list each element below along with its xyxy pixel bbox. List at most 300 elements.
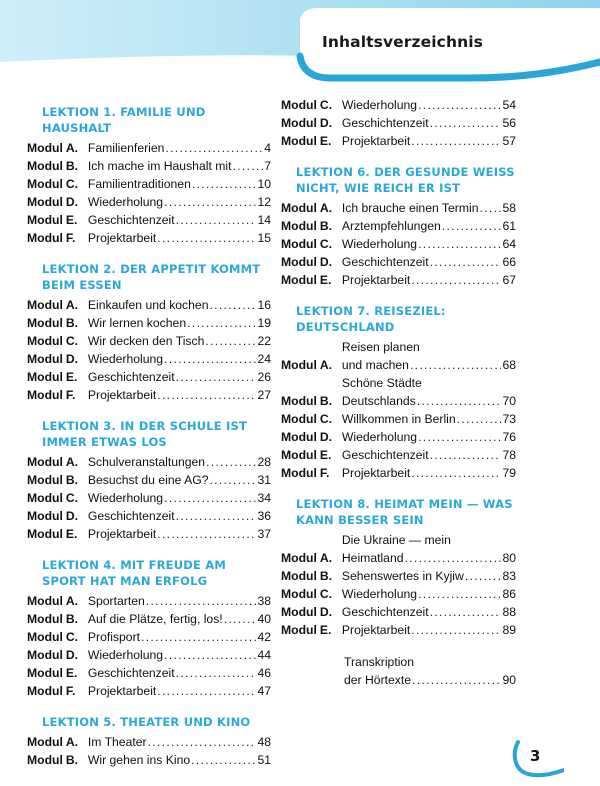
modul-letter: A. xyxy=(319,358,333,372)
entry-page-number: 36 xyxy=(257,509,271,523)
toc-entry[interactable] xyxy=(27,507,271,525)
modul-letter: A. xyxy=(319,551,333,565)
dot-leader xyxy=(187,314,256,332)
entry-last-line xyxy=(342,356,516,374)
dot-leader xyxy=(411,271,501,289)
toc-entry[interactable] xyxy=(27,314,271,332)
entry-text xyxy=(342,621,516,639)
dot-leader xyxy=(411,132,501,150)
toc-entry[interactable] xyxy=(281,428,516,446)
entry-text xyxy=(88,211,271,229)
modul-letter: C. xyxy=(319,412,333,426)
entry-text xyxy=(342,567,516,585)
modul-letter: C. xyxy=(319,237,333,251)
entry-text-line: Geschichtenzeit xyxy=(341,448,429,462)
dot-leader xyxy=(210,296,257,314)
modul-label: Modul xyxy=(281,466,317,480)
lesson-title: LEKTION 4. MIT FREUDE AM SPORT HAT MAN ERFOLG xyxy=(42,558,227,588)
toc-entry[interactable] xyxy=(281,621,516,639)
entry-text-line: Projektarbeit xyxy=(87,231,157,245)
toc-entry[interactable] xyxy=(27,175,271,193)
modul-letter: B. xyxy=(65,316,79,330)
toc-entry[interactable] xyxy=(281,235,516,253)
modul-label: Modul xyxy=(281,605,317,619)
entry-text xyxy=(342,374,516,410)
dot-leader xyxy=(411,464,501,482)
entry-text-line: und machen xyxy=(341,358,409,372)
entry-last-line xyxy=(342,114,516,132)
entry-last-line xyxy=(342,464,516,482)
entry-text-line: Schöne Städte xyxy=(341,376,422,390)
entry-last-line xyxy=(342,253,516,271)
entry-text-line: Transkription xyxy=(344,655,414,669)
modul-letter: E. xyxy=(319,448,332,462)
entry-last-line xyxy=(342,428,516,446)
lesson-section xyxy=(27,96,271,247)
dot-leader xyxy=(191,751,256,769)
toc-entry[interactable] xyxy=(281,531,516,567)
toc-column-right xyxy=(281,96,516,689)
dot-leader xyxy=(411,621,501,639)
entry-last-line xyxy=(88,471,271,489)
entry-last-line xyxy=(88,664,271,682)
header-banner xyxy=(0,0,600,84)
entry-text xyxy=(342,603,516,621)
entry-text xyxy=(88,453,271,471)
toc-entry[interactable] xyxy=(281,114,516,132)
modul-label: Modul xyxy=(281,551,317,565)
entry-page-number: 46 xyxy=(257,666,271,680)
entry-text-line: Arztempfehlungen xyxy=(341,219,441,233)
entry-last-line xyxy=(88,229,271,247)
toc-entry[interactable] xyxy=(27,610,271,628)
entry-text-line: Projektarbeit xyxy=(87,527,157,541)
entry-last-line xyxy=(88,610,271,628)
entry-text-line: Wir gehen ins Kino xyxy=(87,753,191,767)
dot-leader xyxy=(430,603,502,621)
entry-text xyxy=(342,114,516,132)
entry-page-number: 42 xyxy=(257,630,271,644)
dot-leader xyxy=(418,235,501,253)
toc-entry[interactable] xyxy=(27,211,271,229)
toc-entry[interactable] xyxy=(281,603,516,621)
modul-label: Modul xyxy=(27,473,63,487)
modul-label: Modul xyxy=(27,370,63,384)
toc-entry[interactable] xyxy=(27,664,271,682)
entry-text-line: Reisen planen xyxy=(341,340,420,354)
modul-label: Modul xyxy=(27,231,63,245)
entry-text xyxy=(88,314,271,332)
modul-letter: D. xyxy=(319,430,333,444)
entry-last-line xyxy=(88,350,271,368)
modul-letter: C. xyxy=(65,491,79,505)
modul-letter: F. xyxy=(319,466,330,480)
entry-text-line: Wiederholung xyxy=(87,195,164,209)
modul-label: Modul xyxy=(281,623,317,637)
entry-last-line xyxy=(342,96,516,114)
modul-label: Modul xyxy=(281,358,317,372)
entry-last-line xyxy=(344,671,516,689)
entry-page-number: 31 xyxy=(257,473,271,487)
entry-text xyxy=(342,585,516,603)
modul-label: Modul xyxy=(281,430,317,444)
toc-entry[interactable] xyxy=(27,193,271,211)
modul-label: Modul xyxy=(27,141,63,155)
toc-entry[interactable] xyxy=(27,682,271,700)
entry-last-line xyxy=(342,567,516,585)
entry-last-line xyxy=(88,592,271,610)
entry-last-line xyxy=(342,549,516,567)
entry-page-number: 19 xyxy=(257,316,271,330)
entry-text-line: Wiederholung xyxy=(87,352,164,366)
entry-last-line xyxy=(88,175,271,193)
entry-last-line xyxy=(88,296,271,314)
entry-last-line xyxy=(342,621,516,639)
dot-leader xyxy=(209,471,256,489)
modul-label: Modul xyxy=(281,134,317,148)
dot-leader xyxy=(192,175,257,193)
toc-entry[interactable] xyxy=(27,733,271,751)
modul-label: Modul xyxy=(281,219,317,233)
entry-text xyxy=(88,157,271,175)
entry-last-line xyxy=(342,446,516,464)
entry-page-number: 7 xyxy=(264,159,271,173)
modul-letter: E. xyxy=(319,134,332,148)
entry-text-line: Projektarbeit xyxy=(87,388,157,402)
dot-leader xyxy=(157,229,256,247)
entry-text xyxy=(88,193,271,211)
entry-text xyxy=(88,175,271,193)
dot-leader xyxy=(410,356,501,374)
toc-entry[interactable] xyxy=(281,464,516,482)
dot-leader xyxy=(417,392,502,410)
entry-last-line xyxy=(88,368,271,386)
modul-label: Modul xyxy=(281,273,317,287)
dot-leader xyxy=(148,733,257,751)
entry-last-line xyxy=(88,733,271,751)
entry-text-line: Wiederholung xyxy=(341,98,418,112)
entry-text xyxy=(342,531,516,567)
modul-label: Modul xyxy=(281,255,317,269)
dot-leader xyxy=(164,350,256,368)
dot-leader xyxy=(205,332,256,350)
dot-leader xyxy=(164,489,256,507)
entry-text-line: Geschichtenzeit xyxy=(87,666,175,680)
toc-entry[interactable] xyxy=(27,368,271,386)
lesson-title: LEKTION 6. DER GESUNDE WEISS NICHT, WIE REICH ER IST xyxy=(296,165,515,195)
entry-text-line: Geschichtenzeit xyxy=(87,213,175,227)
entry-text-line: Familienferien xyxy=(87,141,165,155)
modul-label: Modul xyxy=(27,159,63,173)
toc-column-left xyxy=(27,96,271,773)
entry-text-line: Die Ukraine — mein xyxy=(341,533,451,547)
entry-text-line: Geschichtenzeit xyxy=(87,509,175,523)
entry-text-line: Wiederholung xyxy=(341,430,418,444)
entry-page-number: 37 xyxy=(257,527,271,541)
entry-text xyxy=(342,132,516,150)
modul-letter: B. xyxy=(319,219,333,233)
entry-last-line xyxy=(88,751,271,769)
entry-text xyxy=(88,733,271,751)
modul-label: Modul xyxy=(281,569,317,583)
entry-page-number: 44 xyxy=(257,648,271,662)
modul-label: Modul xyxy=(27,666,63,680)
entry-text-line: Projektarbeit xyxy=(341,466,411,480)
lesson-section xyxy=(27,251,271,404)
entry-text-line: Besuchst du eine AG? xyxy=(87,473,209,487)
entry-last-line xyxy=(88,157,271,175)
entry-last-line xyxy=(342,235,516,253)
modul-label: Modul xyxy=(27,509,63,523)
lesson-section xyxy=(27,704,271,769)
dot-leader xyxy=(206,453,256,471)
dot-leader xyxy=(457,410,502,428)
entry-last-line xyxy=(88,646,271,664)
entry-text xyxy=(88,646,271,664)
entry-last-line xyxy=(88,314,271,332)
toc-entry[interactable] xyxy=(281,374,516,410)
entry-text xyxy=(88,507,271,525)
toc-entry[interactable] xyxy=(281,253,516,271)
entry-last-line xyxy=(342,603,516,621)
entry-page-number: 15 xyxy=(257,231,271,245)
modul-letter: E. xyxy=(65,370,78,384)
entry-last-line xyxy=(88,453,271,471)
dot-leader xyxy=(176,507,257,525)
entry-text-line: Projektarbeit xyxy=(87,684,157,698)
entry-page-number: 61 xyxy=(502,219,516,233)
entry-last-line xyxy=(88,193,271,211)
modul-letter: A. xyxy=(65,594,79,608)
entry-text-line: Ich mache im Haushalt mit xyxy=(87,159,232,173)
entry-text xyxy=(342,199,516,217)
entry-page-number: 28 xyxy=(257,455,271,469)
entry-text xyxy=(88,682,271,700)
dot-leader xyxy=(232,157,263,175)
dot-leader xyxy=(224,610,257,628)
entry-text-line: Wiederholung xyxy=(341,237,418,251)
modul-letter: A. xyxy=(319,201,333,215)
entry-text-line: Wiederholung xyxy=(87,491,164,505)
modul-letter: C. xyxy=(65,630,79,644)
entry-last-line xyxy=(88,489,271,507)
entry-text-line: Projektarbeit xyxy=(341,134,411,148)
toc-entry[interactable] xyxy=(27,296,271,314)
entry-page-number: 58 xyxy=(502,201,516,215)
modul-label: Modul xyxy=(281,448,317,462)
modul-label: Modul xyxy=(281,412,317,426)
entry-text xyxy=(342,446,516,464)
entry-last-line xyxy=(88,525,271,543)
entry-text xyxy=(342,410,516,428)
entry-last-line xyxy=(88,682,271,700)
toc-entry[interactable] xyxy=(281,217,516,235)
entry-text xyxy=(342,338,516,374)
entry-page-number: 27 xyxy=(257,388,271,402)
toc-entry[interactable] xyxy=(281,410,516,428)
entry-text-line: Im Theater xyxy=(87,735,147,749)
toc-entry-transcription[interactable] xyxy=(281,653,516,689)
entry-page-number: 34 xyxy=(257,491,271,505)
modul-label: Modul xyxy=(27,316,63,330)
dot-leader xyxy=(412,671,501,689)
entry-text xyxy=(88,229,271,247)
entry-text xyxy=(342,253,516,271)
entry-text-line: Profisport xyxy=(87,630,141,644)
entry-page-number: 22 xyxy=(257,334,271,348)
entry-text-line: Wiederholung xyxy=(87,648,164,662)
toc-entry[interactable] xyxy=(27,139,271,157)
entry-last-line xyxy=(342,199,516,217)
modul-letter: E. xyxy=(65,666,78,680)
modul-label: Modul xyxy=(27,195,63,209)
modul-letter: A. xyxy=(65,298,79,312)
modul-label: Modul xyxy=(27,298,63,312)
dot-leader xyxy=(157,525,256,543)
entry-text xyxy=(88,489,271,507)
modul-letter: B. xyxy=(65,612,79,626)
modul-letter: C. xyxy=(319,587,333,601)
toc-entry[interactable] xyxy=(281,199,516,217)
toc-entry[interactable] xyxy=(27,471,271,489)
entry-text xyxy=(88,296,271,314)
modul-letter: B. xyxy=(65,753,79,767)
modul-label: Modul xyxy=(27,527,63,541)
entry-page-number: 12 xyxy=(257,195,271,209)
entry-page-number: 24 xyxy=(257,352,271,366)
dot-leader xyxy=(418,96,501,114)
toc-entry[interactable] xyxy=(27,229,271,247)
modul-label: Modul xyxy=(281,587,317,601)
entry-text xyxy=(342,96,516,114)
modul-letter: F. xyxy=(65,684,76,698)
entry-text xyxy=(342,217,516,235)
toc-entry[interactable] xyxy=(27,592,271,610)
dot-leader xyxy=(418,585,501,603)
modul-label: Modul xyxy=(27,648,63,662)
modul-letter: F. xyxy=(65,231,76,245)
dot-leader xyxy=(430,253,502,271)
modul-label: Modul xyxy=(27,455,63,469)
lesson-title: LEKTION 5. THEATER UND KINO xyxy=(42,715,251,729)
dot-leader xyxy=(176,664,257,682)
entry-text-line: Familientraditionen xyxy=(87,177,191,191)
entry-text-line: Ich brauche einen Termin xyxy=(341,201,479,215)
entry-text xyxy=(342,464,516,482)
entry-last-line xyxy=(342,132,516,150)
entry-text-line: Projektarbeit xyxy=(341,273,411,287)
toc-entry[interactable] xyxy=(27,525,271,543)
modul-letter: D. xyxy=(65,352,79,366)
entry-page-number: 68 xyxy=(502,358,516,372)
entry-last-line xyxy=(88,211,271,229)
entry-page-number: 26 xyxy=(257,370,271,384)
modul-letter: B. xyxy=(65,473,79,487)
modul-letter: E. xyxy=(65,527,78,541)
toc-entry[interactable] xyxy=(281,567,516,585)
entry-text-line: Wir decken den Tisch xyxy=(87,334,205,348)
entry-page-number: 79 xyxy=(502,466,516,480)
modul-letter: B. xyxy=(65,159,79,173)
toc-entry[interactable] xyxy=(27,386,271,404)
entry-text-line: Wiederholung xyxy=(341,587,418,601)
entry-text xyxy=(88,525,271,543)
modul-letter: E. xyxy=(65,213,78,227)
entry-text xyxy=(88,592,271,610)
modul-label: Modul xyxy=(27,612,63,626)
entry-text-line: Einkaufen und kochen xyxy=(87,298,209,312)
dot-leader xyxy=(430,114,502,132)
modul-letter: A. xyxy=(65,455,79,469)
entry-text-line: Geschichtenzeit xyxy=(341,605,429,619)
entry-page-number: 10 xyxy=(257,177,271,191)
toc-entry[interactable] xyxy=(27,628,271,646)
entry-page-number: 16 xyxy=(257,298,271,312)
dot-leader xyxy=(164,193,256,211)
toc-entry[interactable] xyxy=(27,350,271,368)
page-number: 3 xyxy=(530,747,541,765)
entry-page-number: 80 xyxy=(502,551,516,565)
entry-last-line xyxy=(88,386,271,404)
entry-text xyxy=(88,664,271,682)
dot-leader xyxy=(465,567,502,585)
toc-entry[interactable] xyxy=(27,489,271,507)
entry-text-line: Willkommen in Berlin xyxy=(341,412,456,426)
entry-last-line xyxy=(342,392,516,410)
lesson-section xyxy=(27,408,271,543)
modul-letter: D. xyxy=(65,648,79,662)
entry-last-line xyxy=(88,332,271,350)
modul-label: Modul xyxy=(281,201,317,215)
entry-text-line: Sportarten xyxy=(87,594,145,608)
entry-page-number: 90 xyxy=(502,673,516,687)
modul-letter: D. xyxy=(65,509,79,523)
toc-entry[interactable] xyxy=(281,271,516,289)
toc-entry[interactable] xyxy=(27,157,271,175)
entry-page-number: 70 xyxy=(502,394,516,408)
entry-text-line: Sehenswertes in Kyjiw xyxy=(341,569,464,583)
toc-entry[interactable] xyxy=(27,751,271,769)
dot-leader xyxy=(418,428,501,446)
entry-text-line: Geschichtenzeit xyxy=(341,116,429,130)
entry-text xyxy=(88,386,271,404)
entry-last-line xyxy=(88,507,271,525)
toc-entry[interactable] xyxy=(281,446,516,464)
dot-leader xyxy=(430,446,502,464)
modul-letter: F. xyxy=(65,388,76,402)
modul-label: Modul xyxy=(27,334,63,348)
entry-page-number: 73 xyxy=(502,412,516,426)
modul-label: Modul xyxy=(27,753,63,767)
toc-entry[interactable] xyxy=(281,132,516,150)
entry-last-line xyxy=(342,585,516,603)
toc-entry[interactable] xyxy=(281,338,516,374)
lesson-section xyxy=(281,486,516,639)
toc-entry[interactable] xyxy=(27,332,271,350)
modul-letter: A. xyxy=(65,735,79,749)
modul-label: Modul xyxy=(281,237,317,251)
entry-text xyxy=(88,628,271,646)
toc-entry[interactable] xyxy=(27,646,271,664)
toc-entry[interactable] xyxy=(27,453,271,471)
toc-entry[interactable] xyxy=(281,585,516,603)
lesson-title: LEKTION 3. IN DER SCHULE IST IMMER ETWAS LOS xyxy=(42,419,248,449)
lesson-section xyxy=(281,154,516,289)
entry-page-number: 76 xyxy=(502,430,516,444)
toc-entry[interactable] xyxy=(281,96,516,114)
entry-page-number: 89 xyxy=(502,623,516,637)
entry-page-number: 78 xyxy=(502,448,516,462)
